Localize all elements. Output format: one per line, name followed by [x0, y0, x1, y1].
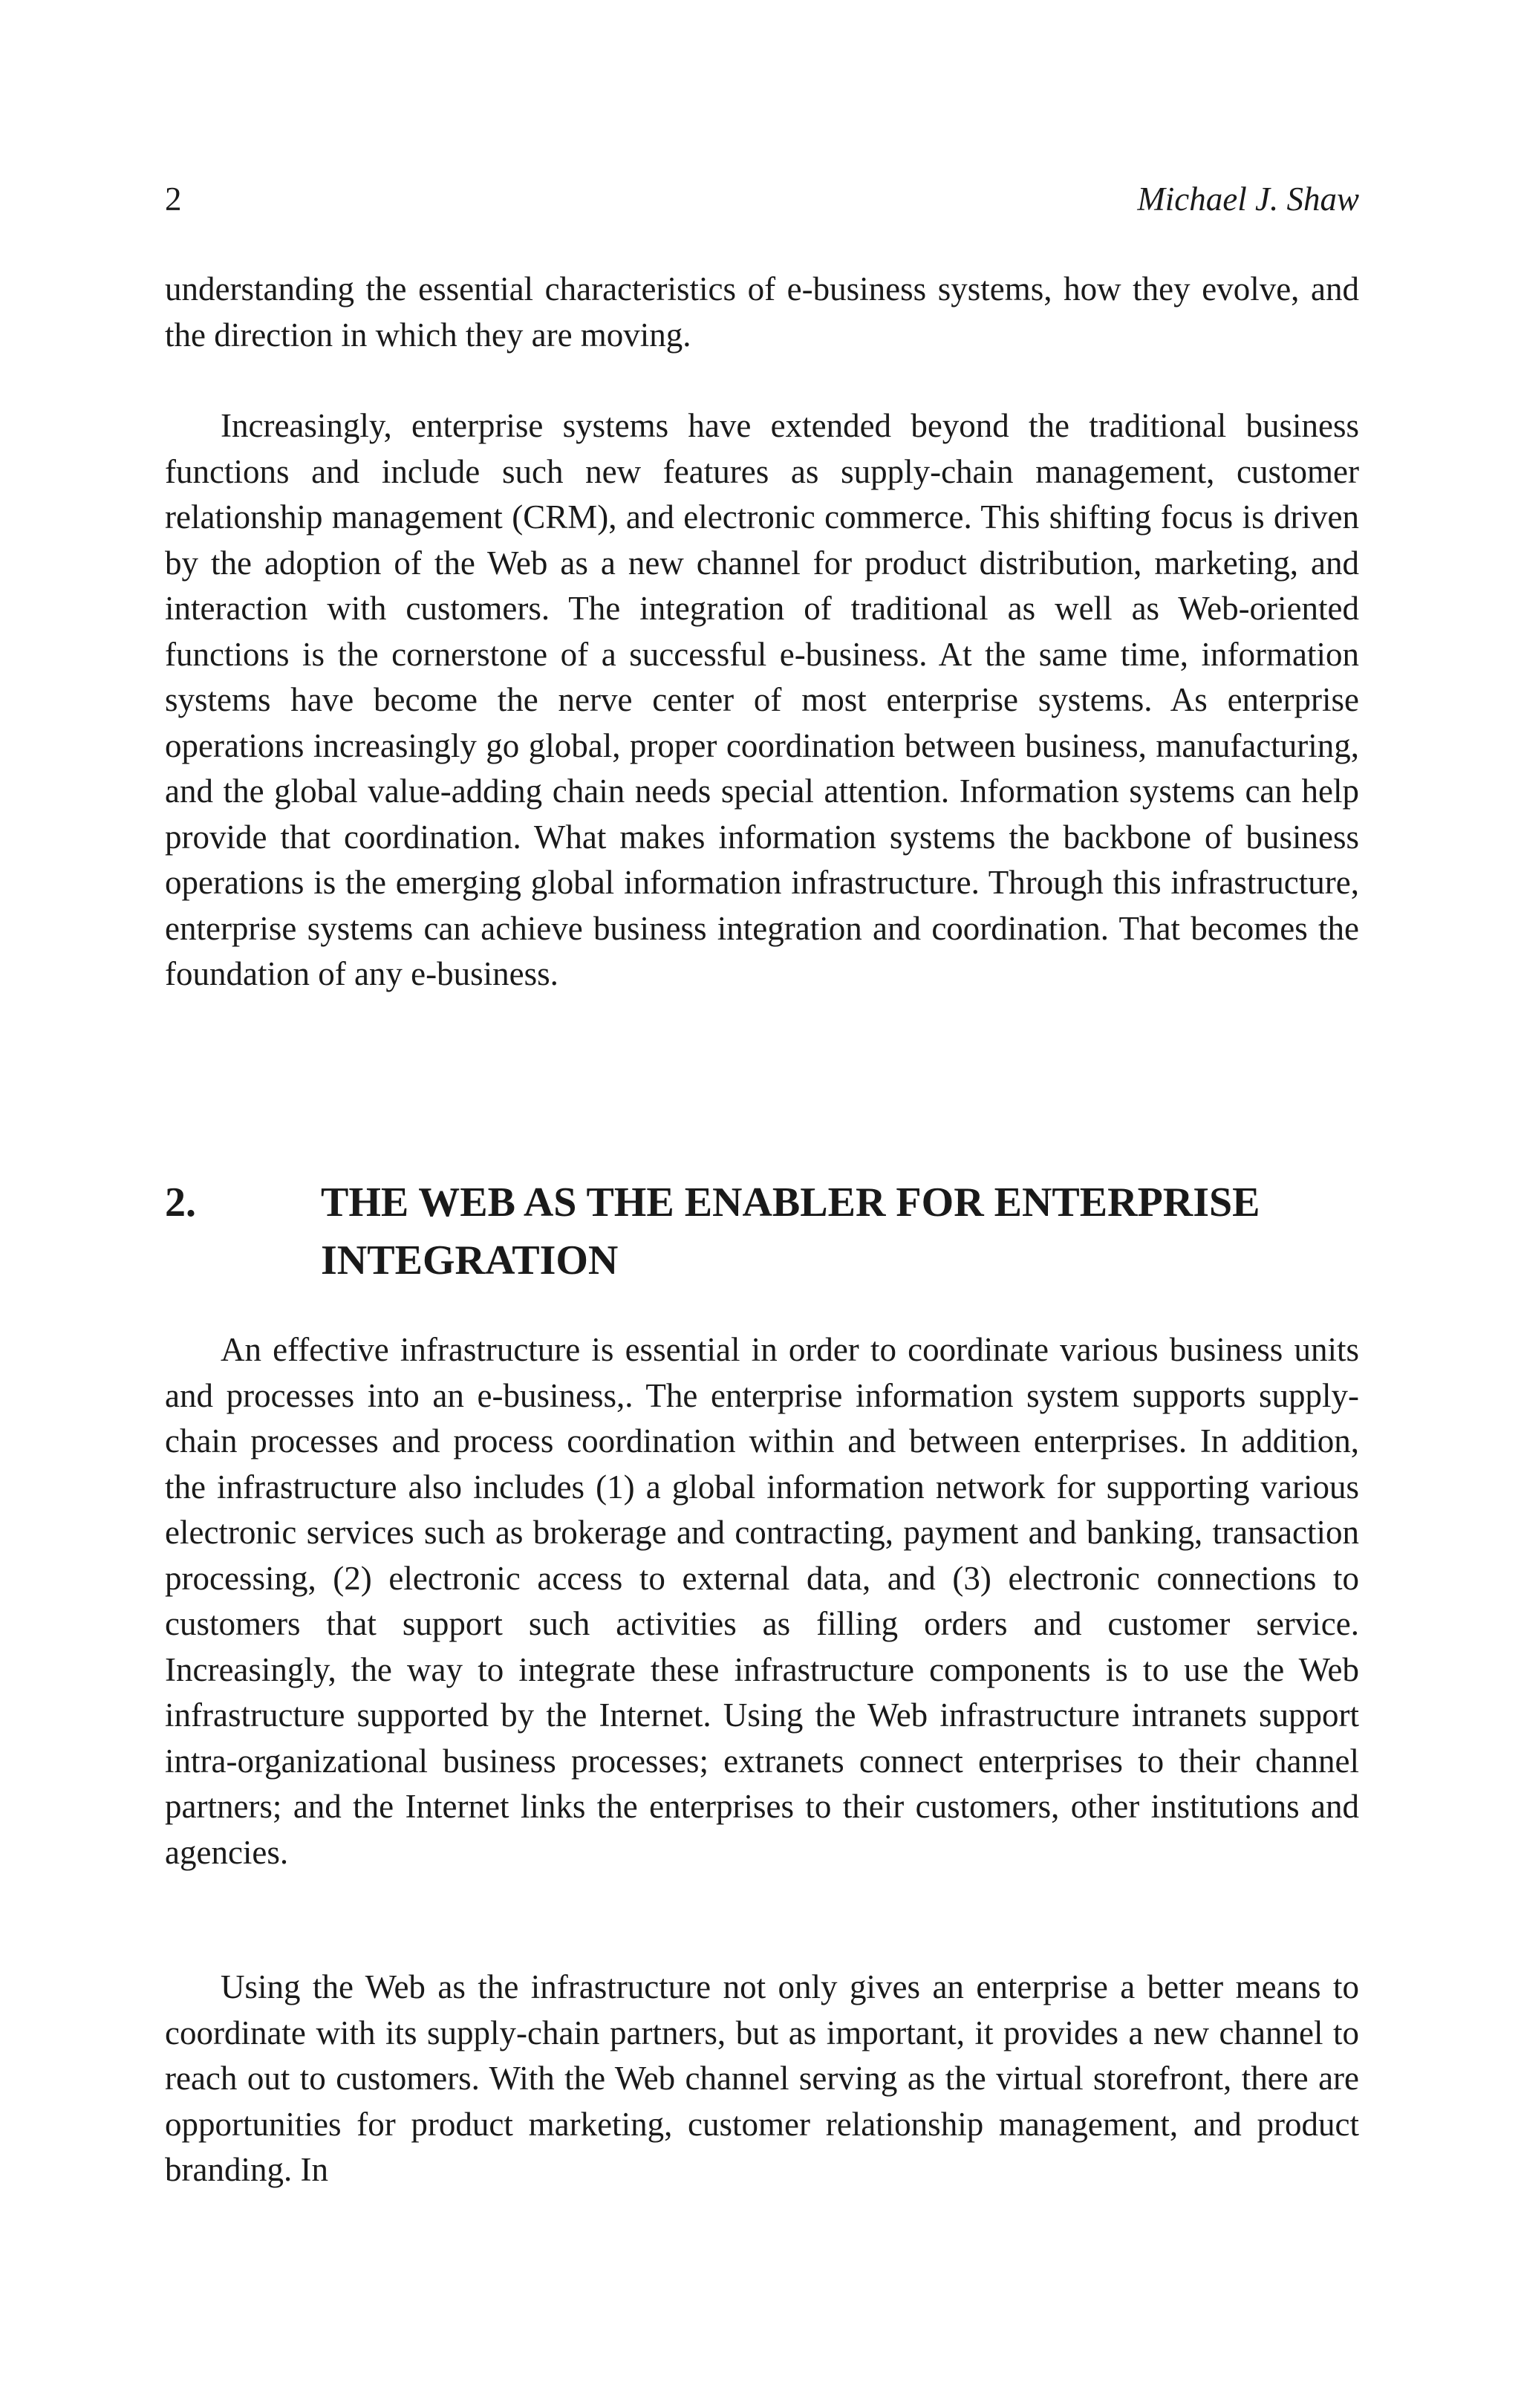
section-number: 2.: [165, 1179, 196, 1226]
paragraph-web-infrastructure: Using the Web as the infrastructure not only gives an enterprise a better means to coordinate with its supply-chain partners, but as important, it provides a new channel to reach out to customers. With the Web channel serving as the virtual storefront, there are opportunities for product marketing, customer relationship management, and product branding. In: [165, 1968, 1359, 2188]
paragraph-enterprise-systems: Increasingly, enterprise systems have extended beyond the traditional business functions and include such new features as supply-chain management, customer relationship management (CRM), and electronic commerce. This shifting focus is driven by the adoption of the Web as a new channel for product distribution, marketing, and interaction with customers. The integration of traditional as well as Web-oriented functions is the cornerstone of a successful e-business. At the same time, information systems have become the nerve center of most enterprise systems. As enterprise operations increasingly go global, proper coordination between business, manufacturing, and the global value-adding chain needs special attention. Information systems can help provide that coordination. What makes information systems the backbone of business operations is the emerging global information infrastructure. Through this infrastructure, enterprise systems can achieve business integration and coordination. That becomes the foundation of any e-business.: [165, 407, 1359, 992]
paragraph-continued: understanding the essential characteristics of e-business systems, how they evolve, and the direction in which they are moving.: [165, 270, 1359, 354]
paragraph-infrastructure: An effective infrastructure is essential in order to coordinate various business units and processes into an e-business,. The enterprise information system supports supply-chain processes and process coordination within and between enterprises. In addition, the infrastructure also includes (1) a global information network for supporting various electronic services such as brokerage and contracting, payment and banking, transaction processing, (2) electronic access to external data, and (3) electronic connections to customers that support such activities as filling orders and customer service. Increasingly, the way to integrate these infrastructure components is to use the Web infrastructure supported by the Internet. Using the Web infrastructure intranets support intra-organizational business processes; extranets connect enterprises to their channel partners; and the Internet links the enterprises to their customers, other institutions and agencies.: [165, 1331, 1359, 1871]
page-number: 2: [165, 180, 182, 218]
section-title: THE WEB AS THE ENABLER FOR ENTERPRISE INTEGRATION: [321, 1179, 1260, 1283]
running-header: [165, 177, 1359, 221]
running-author: Michael J. Shaw: [1137, 180, 1359, 218]
